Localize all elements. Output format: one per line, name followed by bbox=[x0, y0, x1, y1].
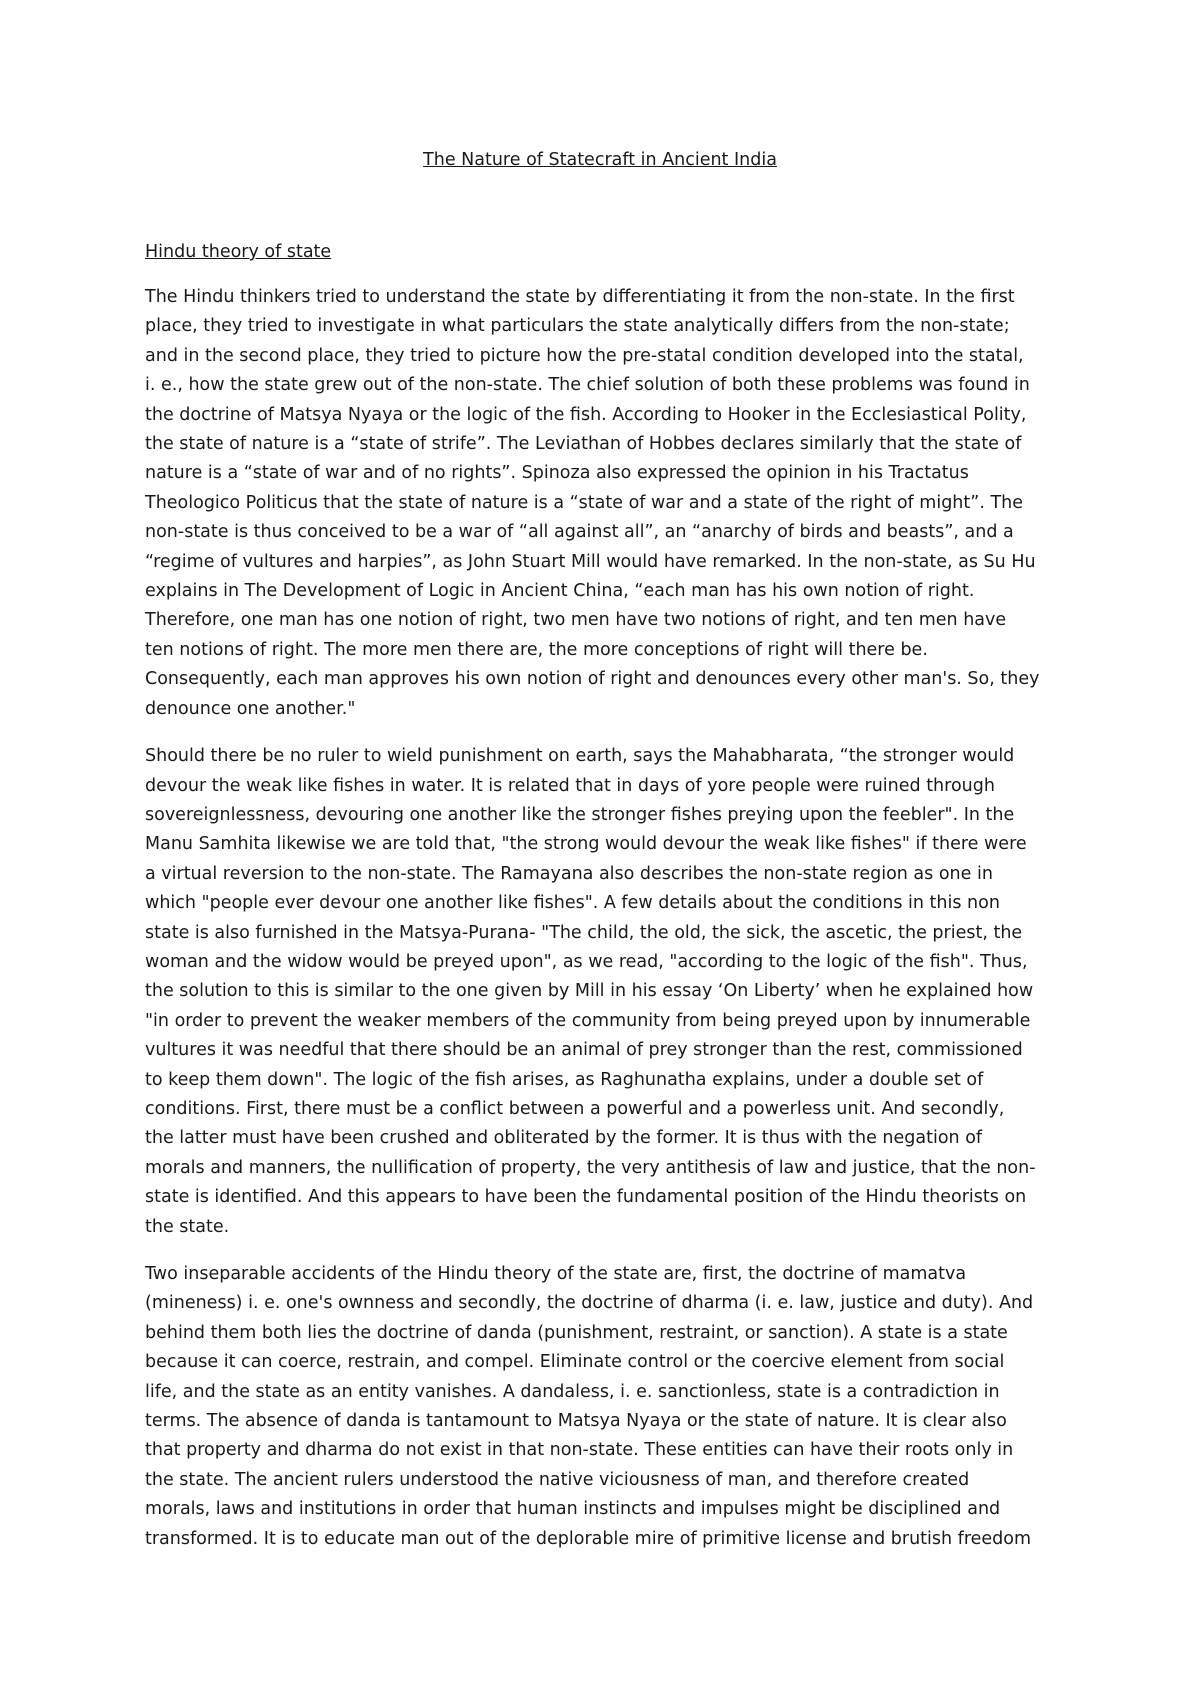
section-heading: Hindu theory of state bbox=[145, 242, 332, 262]
paragraph-line: vultures it was needful that there should be an animal of prey stronger than the rest, commissioned bbox=[145, 1040, 1023, 1061]
paragraph-line: i. e., how the state grew out of the non-state. The chief solution of both these problems was found in bbox=[145, 375, 1030, 396]
paragraph-line: to keep them down". The logic of the fish arises, as Raghunatha explains, under a double set of bbox=[145, 1069, 984, 1090]
paragraph-line: Consequently, each man approves his own notion of right and denounces every other man's. So, they bbox=[145, 669, 1040, 690]
paragraph-line: Manu Samhita likewise we are told that, "the strong would devour the weak like fishes" if there were bbox=[145, 834, 1027, 855]
paragraph-line: morals and manners, the nullification of property, the very antithesis of law and justice, that the non- bbox=[145, 1157, 1036, 1178]
paragraph-line: nature is a “state of war and of no rights”. Spinoza also expressed the opinion in his Tractatus bbox=[145, 463, 969, 484]
paragraph-line: "in order to prevent the weaker members of the community from being preyed upon by innumerable bbox=[145, 1010, 1031, 1031]
paragraph-line: “regime of vultures and harpies”, as John Stuart Mill would have remarked. In the non-state, as Su Hu bbox=[145, 551, 1036, 572]
paragraph-line: morals, laws and institutions in order that human instincts and impulses might be disciplined and bbox=[145, 1499, 1001, 1520]
paragraph-line: which "people ever devour one another like fishes". A few details about the conditions in this non bbox=[145, 893, 1000, 914]
paragraph-line: terms. The absence of danda is tantamount to Matsya Nyaya or the state of nature. It is clear also bbox=[145, 1411, 1007, 1432]
paragraph-line: state is also furnished in the Matsya-Purana- "The child, the old, the sick, the ascetic, the priest, the bbox=[145, 922, 1023, 943]
paragraph-line: Therefore, one man has one notion of right, two men have two notions of right, and ten men have bbox=[145, 610, 1007, 631]
paragraph-line: sovereignlessness, devouring one another like the stronger fishes preying upon the feebler". In the bbox=[145, 804, 1015, 825]
paragraph-line: life, and the state as an entity vanishes. A dandaless, i. e. sanctionless, state is a contradiction in bbox=[145, 1381, 1000, 1402]
paragraph-line: that property and dharma do not exist in that non-state. These entities can have their roots only in bbox=[145, 1440, 1014, 1461]
paragraph-line: Theologico Politicus that the state of nature is a “state of war and a state of the right of might”. The bbox=[145, 492, 1023, 513]
paragraph-line: Two inseparable accidents of the Hindu theory of the state are, first, the doctrine of mamatva bbox=[145, 1264, 967, 1284]
paragraph-line: denounce one another." bbox=[145, 698, 356, 719]
paragraph-line: Should there be no ruler to wield punishment on earth, says the Mahabharata, “the stronger would bbox=[145, 746, 1015, 767]
body-paragraph bbox=[145, 283, 1065, 724]
paragraph-line: The Hindu thinkers tried to understand the state by differentiating it from the non-state. In the first bbox=[145, 287, 1015, 307]
paragraph-line: devour the weak like fishes in water. It is related that in days of yore people were ruined through bbox=[145, 775, 995, 796]
paragraph-line: the state of nature is a “state of strife”. The Leviathan of Hobbes declares similarly that the state of bbox=[145, 434, 1022, 455]
paragraph-line: the state. bbox=[145, 1216, 230, 1237]
paragraph-line: non-state is thus conceived to be a war of “all against all”, an “anarchy of birds and beasts”, and a bbox=[145, 522, 1014, 543]
paragraph-line: and in the second place, they tried to picture how the pre-statal condition developed into the statal, bbox=[145, 345, 1024, 366]
paragraph-line: the state. The ancient rulers understood the native viciousness of man, and therefore created bbox=[145, 1469, 970, 1490]
body-paragraph bbox=[145, 1260, 1065, 1554]
paragraph-line: behind them both lies the doctrine of danda (punishment, restraint, or sanction). A state is a state bbox=[145, 1322, 1008, 1343]
paragraph-line: explains in The Development of Logic in Ancient China, “each man has his own notion of right. bbox=[145, 581, 975, 602]
paragraph-line: ten notions of right. The more men there are, the more conceptions of right will there be. bbox=[145, 639, 928, 660]
paragraph-line: (mineness) i. e. one's ownness and secondly, the doctrine of dharma (i. e. law, justice and duty). And bbox=[145, 1293, 1034, 1314]
paragraph-line: conditions. First, there must be a conflict between a powerful and a powerless unit. And secondly, bbox=[145, 1098, 1005, 1119]
document-body bbox=[145, 283, 1065, 1572]
paragraph-line: transformed. It is to educate man out of the deplorable mire of primitive license and brutish freedom bbox=[145, 1528, 1032, 1549]
paragraph-line: the solution to this is similar to the one given by Mill in his essay ‘On Liberty’ when he explained how bbox=[145, 981, 1034, 1002]
body-paragraph bbox=[145, 742, 1065, 1242]
paragraph-line: the latter must have been crushed and obliterated by the former. It is thus with the negation of bbox=[145, 1128, 983, 1149]
document-title: The Nature of Statecraft in Ancient India bbox=[423, 150, 777, 170]
paragraph-line: because it can coerce, restrain, and compel. Eliminate control or the coercive element from social bbox=[145, 1352, 1005, 1373]
paragraph-line: the doctrine of Matsya Nyaya or the logic of the fish. According to Hooker in the Ecclesiastical Polity, bbox=[145, 404, 1027, 425]
paragraph-line: woman and the widow would be preyed upon", as we read, "according to the logic of the fish". Thus, bbox=[145, 951, 1028, 972]
paragraph-line: place, they tried to investigate in what particulars the state analytically differs from the non-state; bbox=[145, 316, 1010, 337]
paragraph-line: state is identified. And this appears to have been the fundamental position of the Hindu theorists on bbox=[145, 1187, 1027, 1208]
paragraph-line: a virtual reversion to the non-state. The Ramayana also describes the non-state region as one in bbox=[145, 863, 993, 884]
